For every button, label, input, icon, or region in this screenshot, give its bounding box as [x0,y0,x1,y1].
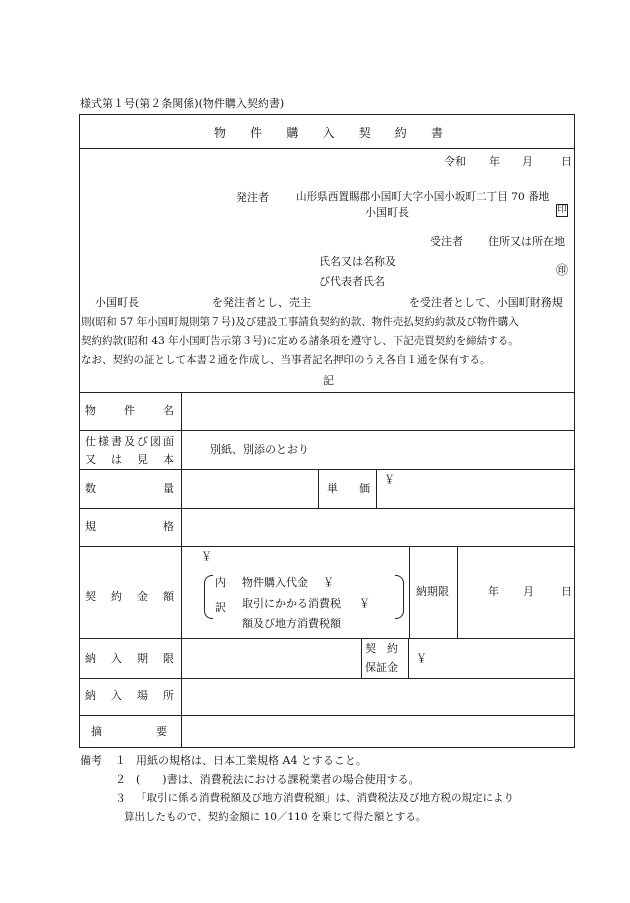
orderer-address: 山形県西置賜郡小国町大字小国小坂町二丁目 70 番地 [296,191,550,203]
spec-value: 別紙、別添のとおり [210,443,309,456]
unit-price-label: 単 価 [327,482,370,495]
quantity-divider [318,469,319,508]
unit-price-value: ￥ [384,473,395,486]
divider-row-4 [79,546,575,547]
body-line1-c: を受注者として、小国町財務規 [409,296,563,309]
note-2-num: ２ [115,773,126,786]
item-name-label: 物 件 名 [85,404,174,417]
divider-row-7 [79,715,575,716]
unit-price-divider [376,469,377,508]
amount-yen: ￥ [201,550,212,563]
body-line4: なお、契約の証として本書２通を作成し、当事者記名押印のうえ各自１通を保有する。 [81,354,491,366]
body-line2: 則(昭和 57 年小国町規則第７号)及び建設工事請負契約約款、物件売払契約約款及び物件購入 [81,316,519,328]
divider-row-6 [79,678,575,679]
amount-label: 契 約 金 額 [85,590,174,603]
divider-title [79,148,575,149]
contractor-label: 受注者 [430,235,463,248]
standard-label: 規 格 [85,520,174,533]
divider-body [79,392,575,393]
breakdown-bracket-left [204,575,213,619]
orderer-name: 小国町長 [365,206,409,219]
amount-divider-1 [409,546,410,638]
note-3b: 算出したもので、契約金額に 10／110 を乗じて得た額とする。 [124,811,427,823]
deposit-value: ￥ [416,652,427,665]
date-year: 年 [489,155,500,168]
amount-divider-2 [457,546,458,638]
notes-head: 備考 [80,754,102,767]
breakdown-char-1: 内 [215,576,226,589]
date-day: 日 [561,155,572,168]
note-3a: 「取引に係る消費税額及び地方消費税額」は、消費税法及び地方税の規定により [136,792,514,804]
divider-row-5 [79,638,575,639]
deadline-year: 年 [488,585,499,598]
delivery-place-label: 納 入 場 所 [85,689,174,702]
label-column-divider [181,392,182,748]
goods-price-label: 物件購入代金 [242,576,308,589]
summary-label: 摘 要 [91,725,167,738]
goods-price-yen: ￥ [323,576,334,589]
note-1-num: １ [115,754,126,767]
breakdown-char-2: 訳 [215,601,226,614]
contractor-address-label: 住所又は所在地 [488,235,565,248]
tax-label-1: 取引にかかる消費税 [242,597,341,610]
tax-label-2: 額及び地方消費税額 [242,617,341,630]
body-line1-a: 小国町長 [95,296,139,309]
body-line1-b: を発注者とし、売主 [212,296,311,309]
deposit-divider-1 [361,638,362,678]
body-ki: 記 [323,374,334,387]
breakdown-bracket-right [395,575,404,619]
quantity-label: 数 量 [85,482,174,495]
divider-row-3 [79,508,575,509]
deadline-month: 月 [523,585,534,598]
date-month: 月 [522,155,533,168]
form-label: 様式第１号(第２条関係)(物件購入契約書) [80,97,285,110]
note-3-num: ３ [115,792,126,805]
divider-row-2 [79,469,575,470]
divider-row-1 [79,430,575,431]
orderer-label: 発注者 [236,191,269,204]
note-2: ( )書は、消費税法における課税業者の場合使用する。 [136,773,420,786]
spec-label-1: 仕 様 書 及 び 図 面 [85,435,174,448]
date-era: 令和 [444,155,466,168]
contractor-name-label-1: 氏名又は名称及 [319,255,396,268]
contractor-seal: ㊞ [556,263,569,277]
contractor-name-label-2: び代表者氏名 [319,275,385,288]
spec-label-2: 又 は 見 本 [85,453,174,466]
deadline-label: 納期限 [416,585,449,598]
orderer-seal: 印 [557,205,567,215]
tax-yen: ￥ [359,597,370,610]
deposit-label-2: 保証金 [365,661,398,674]
contract-title: 物 件 購 入 契 約 書 [214,126,443,140]
deposit-divider-2 [408,638,409,678]
deadline-day: 日 [561,585,572,598]
deposit-label-1: 契 約 [365,642,398,655]
note-1: 用紙の規格は、日本工業規格 A4 とすること。 [136,754,367,767]
body-line3: 契約約款(昭和 43 年小国町告示第３号)に定める諸条項を遵守し、下記売買契約を締結する。 [81,335,519,347]
delivery-period-label: 納 入 期 限 [85,652,174,665]
